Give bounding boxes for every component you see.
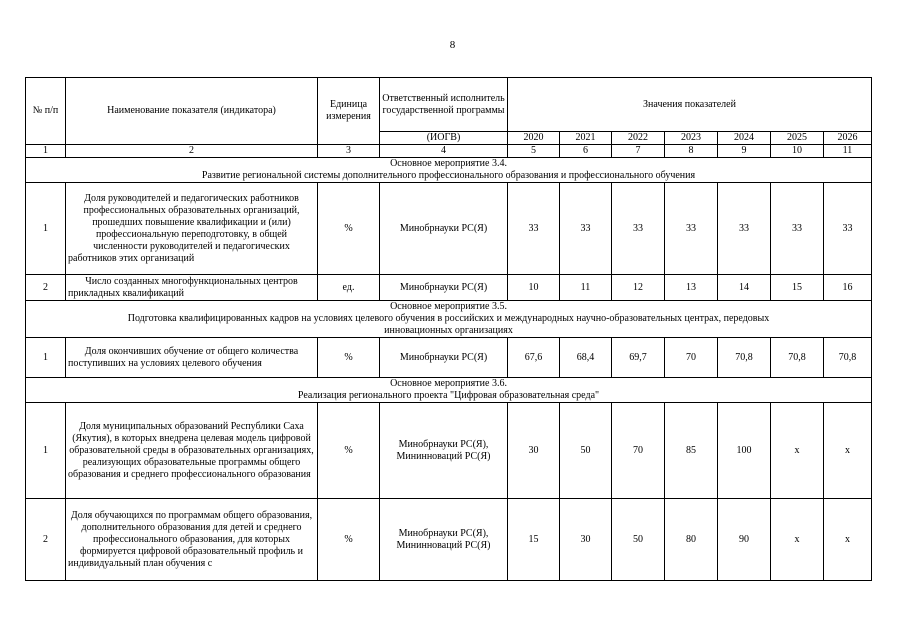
value-cell: 33 (665, 183, 718, 275)
value-cell: 11 (560, 275, 612, 301)
column-number-row (26, 145, 872, 158)
section-row (26, 378, 872, 403)
value-cell: 68,4 (560, 338, 612, 378)
responsible-cell (380, 183, 508, 275)
year-cell: 2020 (508, 132, 560, 145)
unit-cell: ед. (318, 275, 380, 301)
responsible-line: Минобрнауки РС(Я), (398, 527, 489, 539)
col-number: 4 (380, 145, 508, 158)
responsible-line: Минобрнауки РС(Я) (399, 281, 488, 293)
header-num: № п/п (26, 78, 66, 145)
unit-cell: % (318, 338, 380, 378)
header-row (26, 78, 872, 132)
col-number: 2 (66, 145, 318, 158)
table-row (26, 403, 872, 499)
value-cell: 70,8 (718, 338, 771, 378)
value-cell: 70 (665, 338, 718, 378)
responsible-cell (380, 499, 508, 581)
section-title-line: Основное мероприятие 3.5. (390, 301, 507, 312)
responsible-cell (380, 338, 508, 378)
indicator-name: Доля муниципальных образований Республики Саха (Якутия), в которых внедрена целевая модель цифровой образовательной среды в образовательных организациях, реализующих образовательные программы общего образования и среднего профессионального образования (66, 403, 318, 499)
value-cell: 70,8 (824, 338, 872, 378)
value-cell: 90 (718, 499, 771, 581)
responsible-line: Минобрнауки РС(Я), (398, 438, 489, 450)
section-title-line: Подготовка квалифицированных кадров на условиях целевого обучения в российских и международных научно-образовательных центрах, передовых (127, 313, 770, 324)
header-name: Наименование показателя (индикатора) (66, 78, 318, 145)
section-row (26, 301, 872, 338)
responsible-line: Мининноваций РС(Я) (396, 539, 491, 551)
col-number: 7 (612, 145, 665, 158)
section-row (26, 158, 872, 183)
value-cell: 33 (771, 183, 824, 275)
year-cell: 2024 (718, 132, 771, 145)
responsible-cell (380, 275, 508, 301)
indicators-table (25, 77, 872, 581)
header-values: Значения показателей (508, 78, 872, 132)
unit-cell: % (318, 499, 380, 581)
year-cell: 2026 (824, 132, 872, 145)
year-cell: 2025 (771, 132, 824, 145)
col-number: 10 (771, 145, 824, 158)
table-row (26, 338, 872, 378)
responsible-line: Минобрнауки РС(Я) (399, 351, 488, 363)
year-cell: 2021 (560, 132, 612, 145)
responsible-line: Минобрнауки РС(Я) (399, 222, 488, 234)
unit-cell: % (318, 183, 380, 275)
section-title-line: инновационных организациях (384, 325, 513, 336)
value-cell: 80 (665, 499, 718, 581)
value-cell: 10 (508, 275, 560, 301)
section-title-line: Основное мероприятие 3.6. (390, 378, 507, 389)
responsible-line: Мининноваций РС(Я) (396, 450, 491, 462)
indicator-name: Число созданных многофункциональных центров прикладных квалификаций (66, 275, 318, 301)
value-cell: 33 (718, 183, 771, 275)
value-cell: х (824, 499, 872, 581)
table-row (26, 275, 872, 301)
value-cell: 50 (612, 499, 665, 581)
value-cell: 33 (824, 183, 872, 275)
value-cell: 30 (508, 403, 560, 499)
col-number: 9 (718, 145, 771, 158)
indicator-name: Доля руководителей и педагогических работников профессиональных образовательных организаций, прошедших повышение квалификации и (или) профессиональную переподготовку, в общей численности руководителей и педагогических работников этих организаций (66, 183, 318, 275)
table-row (26, 183, 872, 275)
value-cell: 13 (665, 275, 718, 301)
value-cell: х (824, 403, 872, 499)
unit-cell: % (318, 403, 380, 499)
value-cell: 70 (612, 403, 665, 499)
col-number: 11 (824, 145, 872, 158)
value-cell: 33 (560, 183, 612, 275)
indicator-name: Доля обучающихся по программам общего образования, дополнительного образования для детей и среднего профессионального образования, для которых формируется цифровой образовательный профиль и индивидуальный план обучения с (66, 499, 318, 581)
col-number: 8 (665, 145, 718, 158)
value-cell: 85 (665, 403, 718, 499)
value-cell: 33 (508, 183, 560, 275)
section-title-line: Реализация регионального проекта "Цифровая образовательная среда" (297, 390, 600, 401)
value-cell: 15 (508, 499, 560, 581)
section-title (26, 158, 872, 183)
section-title (26, 301, 872, 338)
col-number: 6 (560, 145, 612, 158)
value-cell: 70,8 (771, 338, 824, 378)
section-title (26, 378, 872, 403)
value-cell: 100 (718, 403, 771, 499)
value-cell: 12 (612, 275, 665, 301)
value-cell: 33 (612, 183, 665, 275)
col-number: 5 (508, 145, 560, 158)
row-number: 1 (26, 403, 66, 499)
table-row (26, 499, 872, 581)
section-title-line: Развитие региональной системы дополнительного профессионального образования и профессионального обучения (201, 170, 696, 181)
value-cell: 15 (771, 275, 824, 301)
indicator-name: Доля окончивших обучение от общего количества поступивших на условиях целевого обучения (66, 338, 318, 378)
header-responsible: Ответственный исполнитель государственной программы (380, 78, 508, 132)
col-number: 1 (26, 145, 66, 158)
year-cell: 2023 (665, 132, 718, 145)
col-number: 3 (318, 145, 380, 158)
row-number: 2 (26, 275, 66, 301)
header-unit: Единица измерения (318, 78, 380, 145)
value-cell: 30 (560, 499, 612, 581)
row-number: 1 (26, 338, 66, 378)
value-cell: 50 (560, 403, 612, 499)
section-title-line: Основное мероприятие 3.4. (390, 158, 507, 169)
value-cell: 16 (824, 275, 872, 301)
page-number: 8 (449, 39, 456, 51)
year-cell: 2022 (612, 132, 665, 145)
header-responsible-sub: (ИОГВ) (380, 132, 508, 145)
row-number: 2 (26, 499, 66, 581)
value-cell: 69,7 (612, 338, 665, 378)
value-cell: 67,6 (508, 338, 560, 378)
value-cell: х (771, 403, 824, 499)
value-cell: 14 (718, 275, 771, 301)
responsible-cell (380, 403, 508, 499)
value-cell: х (771, 499, 824, 581)
row-number: 1 (26, 183, 66, 275)
